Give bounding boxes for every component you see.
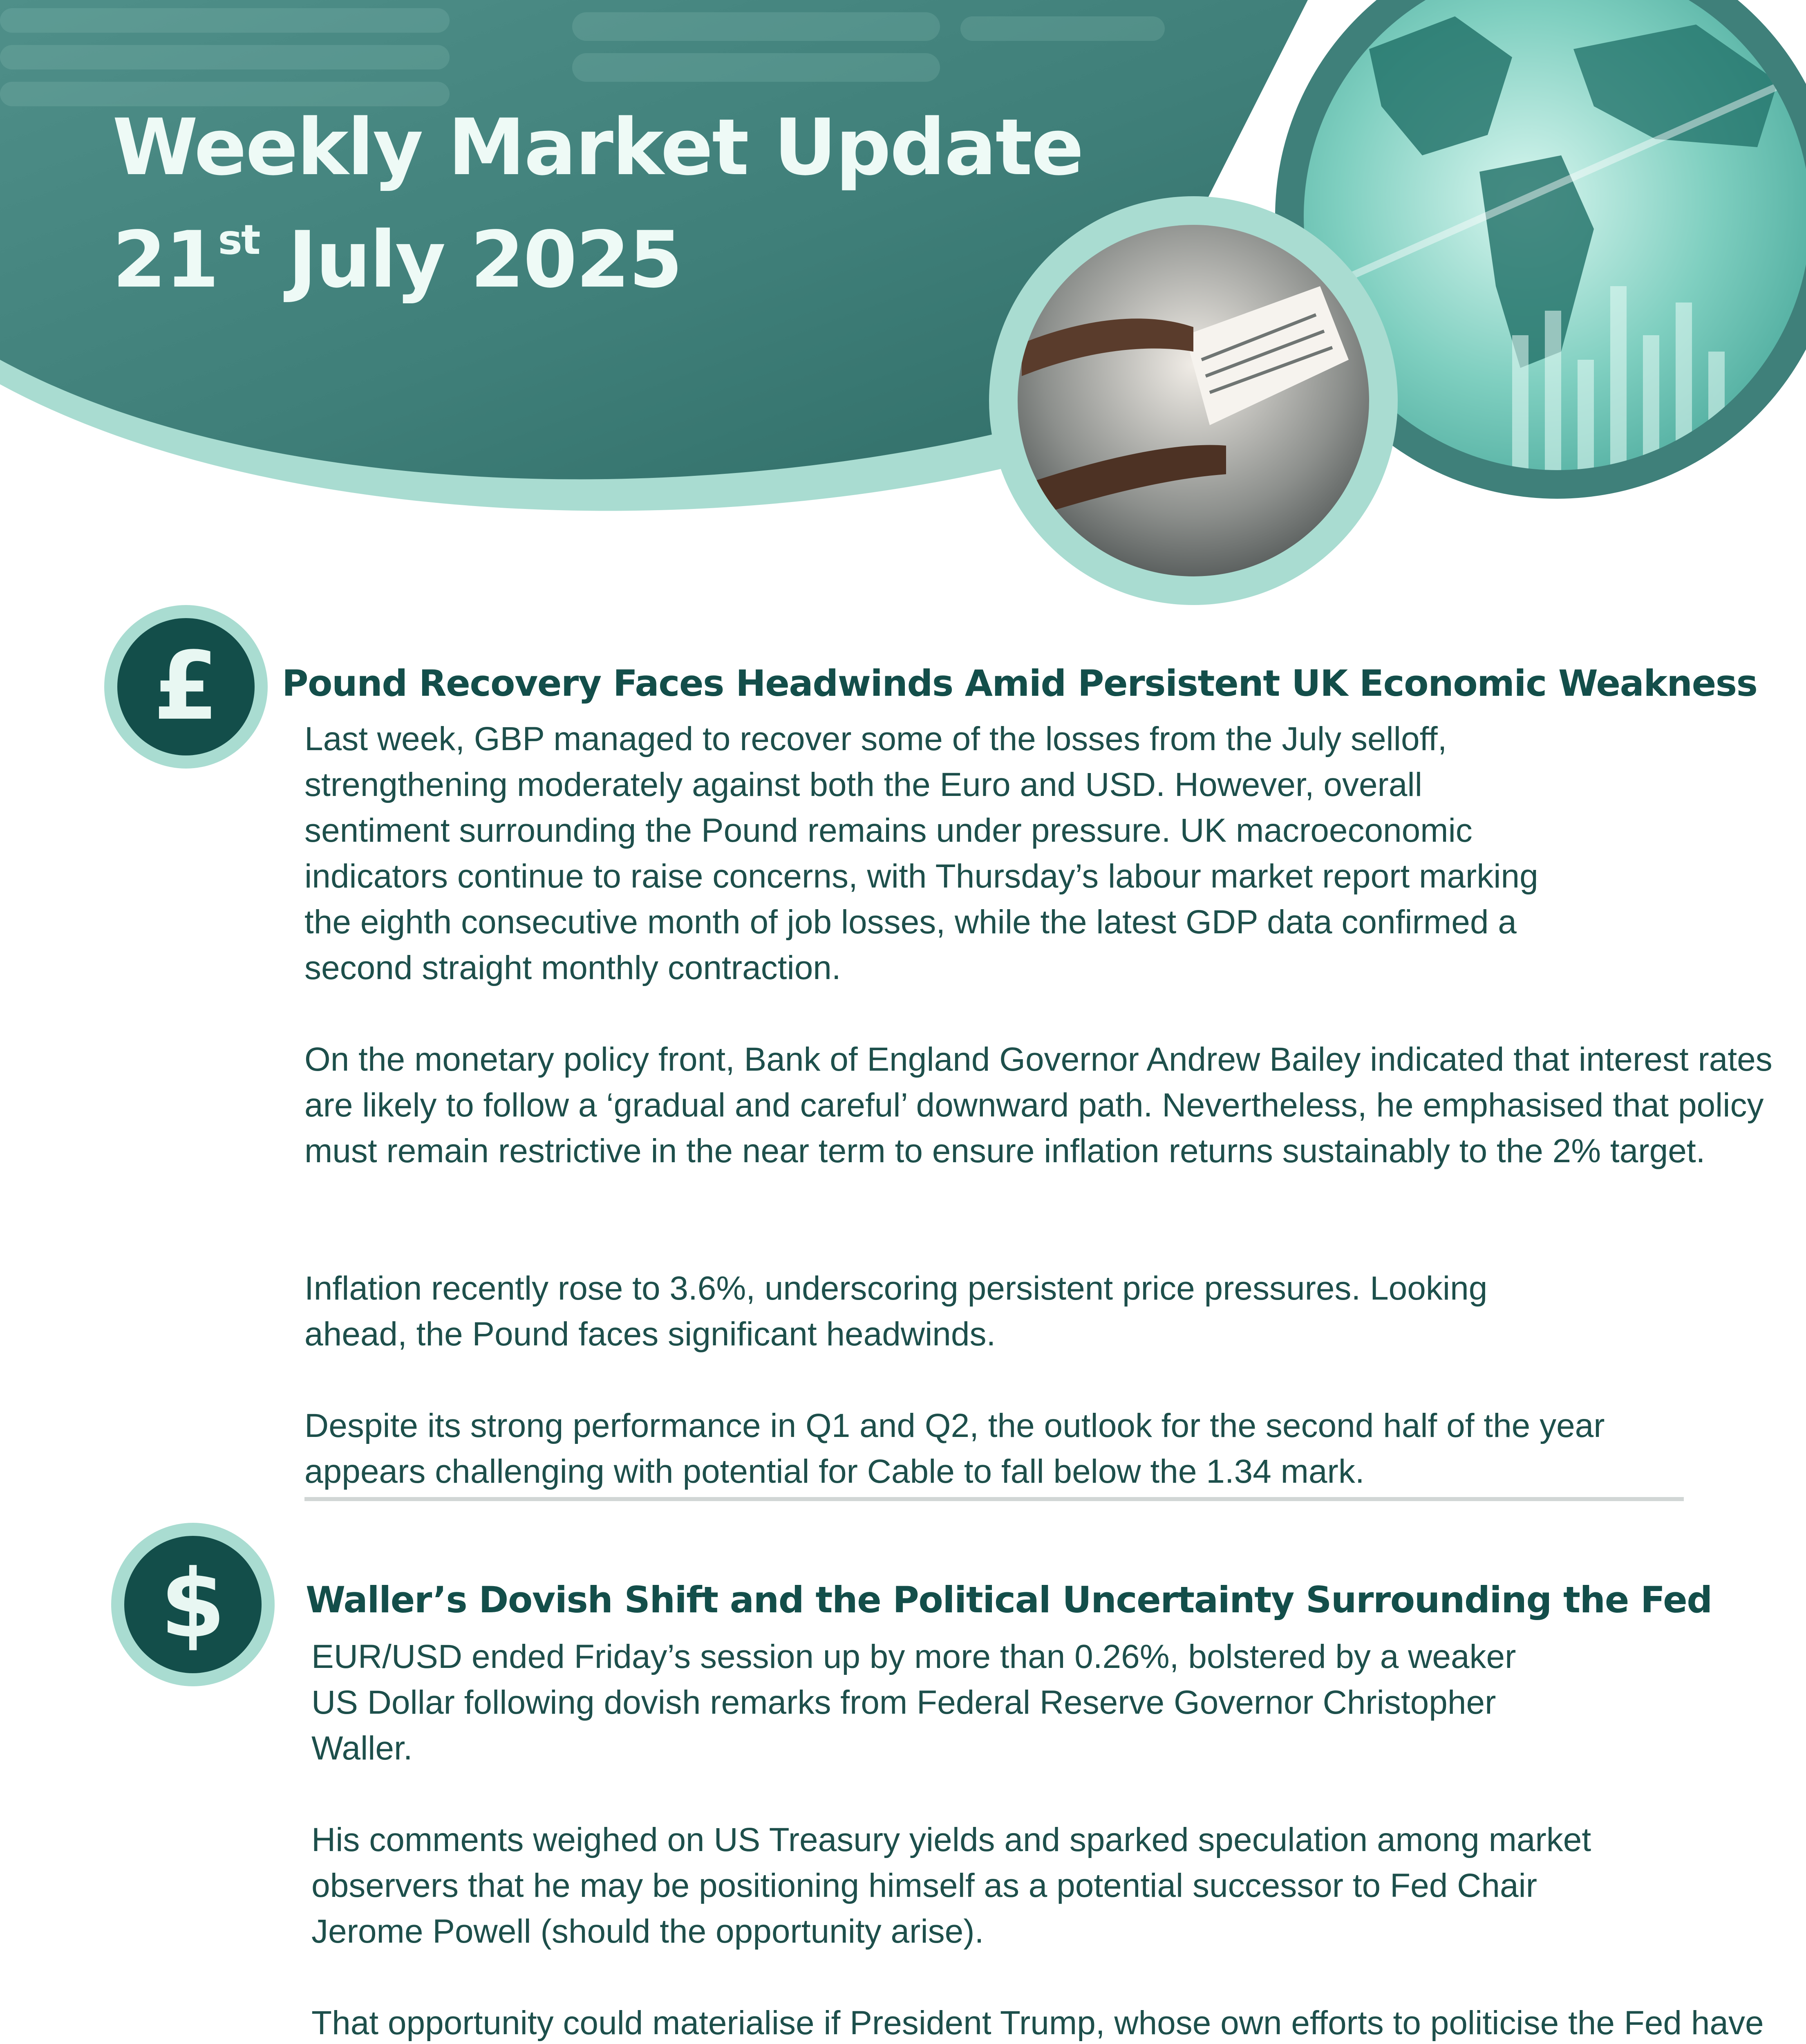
section-1-paragraph-3: Inflation recently rose to 3.6%, underscoring persistent price pressures. Looking ahead, the Pound faces significant headwinds. — [304, 1270, 1488, 1353]
section-divider — [304, 1497, 1684, 1501]
date-suffix: st — [218, 216, 260, 264]
section-1-paragraph-2: On the monetary policy front, Bank of England Governor Andrew Bailey indicated that interest rates are likely to follow a ‘gradual and careful’ downward path. Nevertheless, he emphasised that policy must remain restrictive in the near term to ensure inflation returns sustainably to the 2% target. — [304, 1041, 1772, 1170]
section-1-paragraph-1: Last week, GBP managed to recover some of the losses from the July selloff, strengthening moderately against both the Euro and USD. However, overall sentiment surrounding the Pound remains under pressure. UK macroeconomic indicators continue to raise concerns, with Thursday’s labour market report marking the eighth consecutive month of job losses, while the latest GDP data confirmed a second straight monthly contraction. — [304, 720, 1538, 986]
header-banner — [0, 0, 1806, 613]
pound-icon: £ — [117, 618, 255, 755]
section-1-badge — [104, 605, 268, 769]
section-2-paragraph-2: His comments weighed on US Treasury yields and sparked speculation among market observers that he may be positioning himself as a potential successor to Fed Chair Jerome Powell (should the opportunity arise). — [311, 1821, 1591, 1950]
date-day: 21 — [112, 215, 218, 305]
section-2-badge — [111, 1523, 275, 1686]
page-title: Weekly Market Update — [112, 102, 1083, 193]
section-1-heading: Pound Recovery Faces Headwinds Amid Persistent UK Economic Weakness — [282, 662, 1757, 704]
section-2-heading: Waller’s Dovish Shift and the Political Uncertainty Surrounding the Fed — [306, 1579, 1712, 1621]
issue-date — [112, 215, 682, 305]
dollar-icon: $ — [124, 1536, 262, 1673]
section-2-paragraph-1: EUR/USD ended Friday’s session up by more than 0.26%, bolstered by a weaker US Dollar following dovish remarks from Federal Reserve Governor Christopher Waller. — [311, 1638, 1516, 1767]
date-month-year: July 2025 — [288, 215, 682, 305]
section-2-paragraph-3: That opportunity could materialise if President Trump, whose own efforts to politicise the Fed have — [311, 2004, 1764, 2042]
section-1-paragraph-4: Despite its strong performance in Q1 and Q2, the outlook for the second half of the year appears challenging with potential for Cable to fall below the 1.34 mark. — [304, 1407, 1605, 1490]
